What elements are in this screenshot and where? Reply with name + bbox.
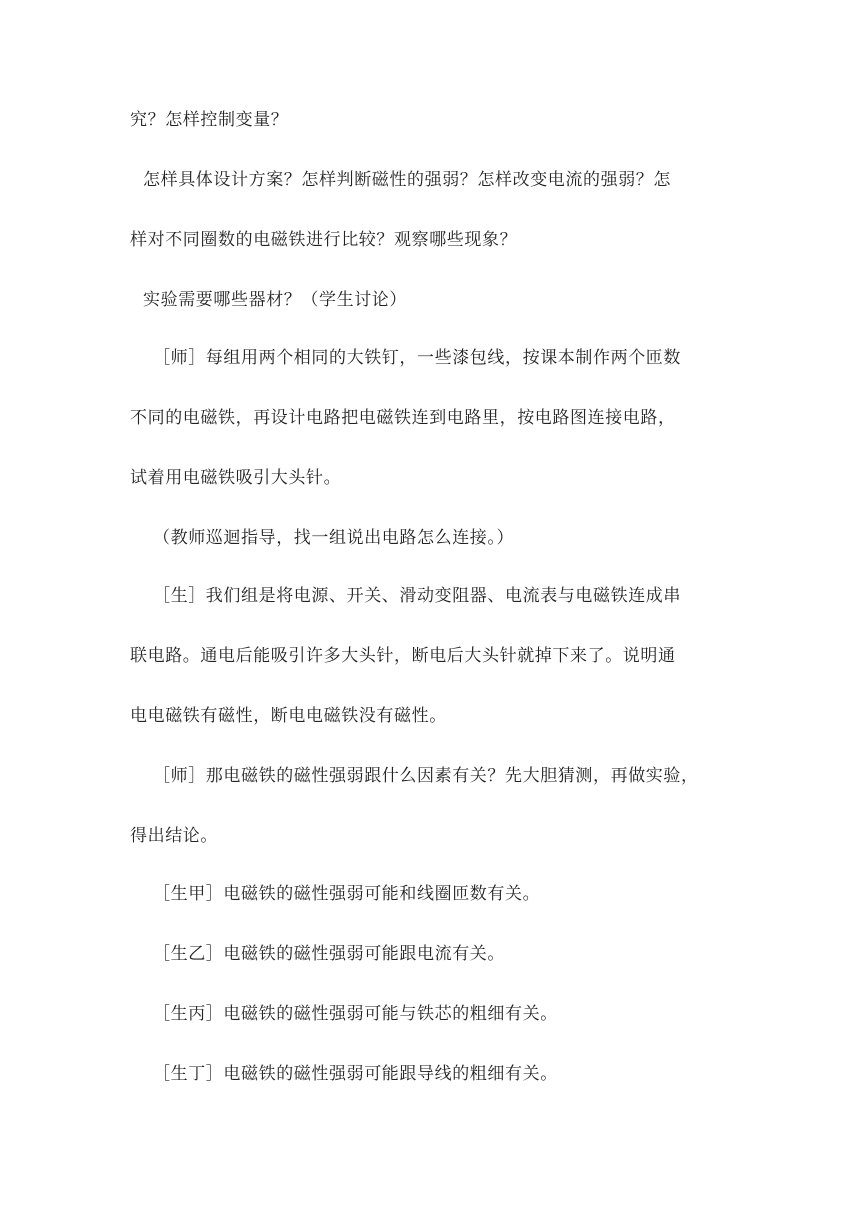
paragraph-equipment-question: 实验需要哪些器材？（学生讨论） [143,290,407,310]
student-d-hypothesis: ［生丁］电磁铁的磁性强弱可能跟导线的粗细有关。 [153,1064,558,1084]
student-b-hypothesis: ［生乙］电磁铁的磁性强弱可能跟电流有关。 [153,944,505,964]
text-line: 样对不同圈数的电磁铁进行比较？观察哪些现象？ [130,230,518,250]
text-line: 究？怎样控制变量？ [130,110,289,130]
student-answer: ［生］我们组是将电源、开关、滑动变阻器、电流表与电磁铁连成串 [153,586,681,606]
teacher-question: ［师］那电磁铁的磁性强弱跟什么因素有关？先大胆猜测，再做实验， [153,766,699,786]
teacher-note: （教师巡迴指导，找一组说出电路怎么连接。） [153,528,515,548]
text-line: 得出结论。 [130,826,218,846]
text-line: 电电磁铁有磁性，断电电磁铁没有磁性。 [130,706,447,726]
text-line: 不同的电磁铁，再设计电路把电磁铁连到电路里，按电路图连接电路， [130,408,676,428]
teacher-instruction: ［师］每组用两个相同的大铁钉，一些漆包线，按课本制作两个匝数 [153,348,681,368]
student-a-hypothesis: ［生甲］电磁铁的磁性强弱可能和线圈匝数有关。 [153,884,541,904]
text-line: 联电路。通电后能吸引许多大头针，断电后大头针就掉下来了。说明通 [130,646,676,666]
text-line: 试着用电磁铁吸引大头针。 [130,468,342,488]
student-c-hypothesis: ［生丙］电磁铁的磁性强弱可能与铁芯的粗细有关。 [153,1004,558,1024]
paragraph-design-questions: 怎样具体设计方案？怎样判断磁性的强弱？怎样改变电流的强弱？怎 [143,170,671,190]
